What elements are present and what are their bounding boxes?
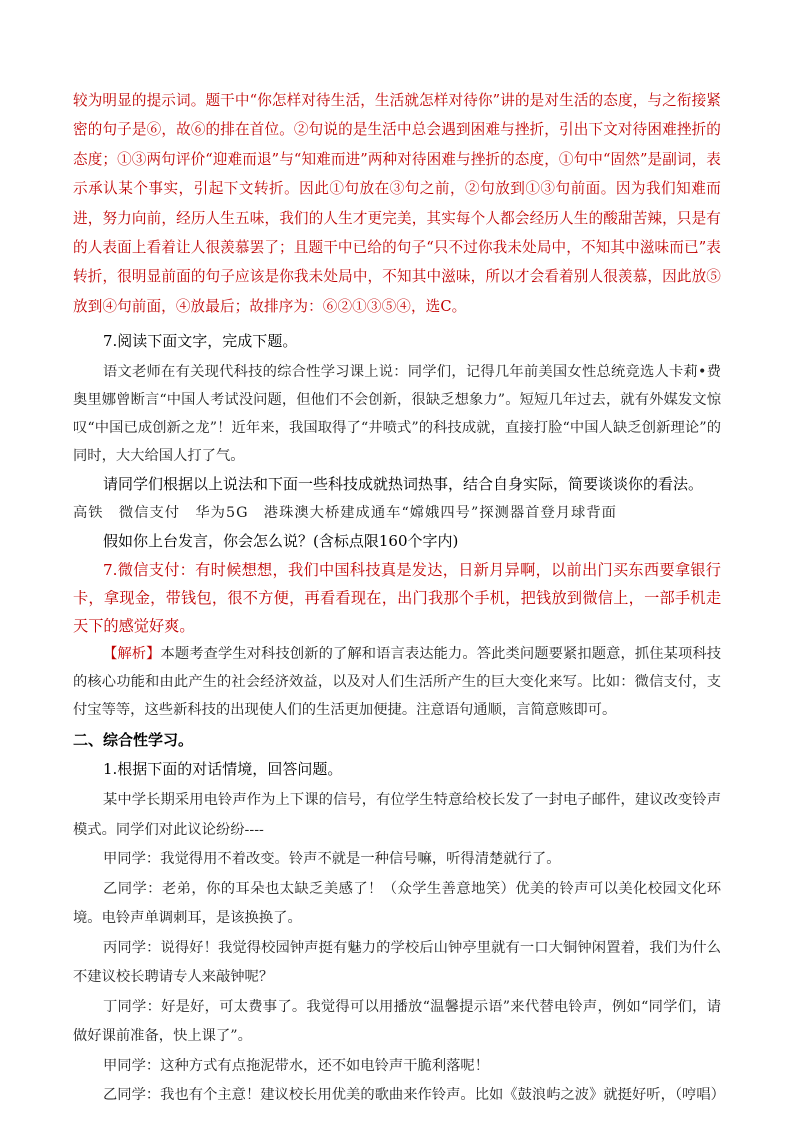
analysis-text: 本题考查学生对科技创新的了解和语言表达能力。答此类问题要紧扣题意，抓住某项科技的核心功能和由此产生的社会经济效益，以及对人们生活所产生的巨大变化来写。比如：微信支付，支付宝等等，这些新科技的出现使人们的生活更加便捷。注意语句通顺，言简意赅即可。 [73,646,722,719]
dialog-paragraph: 乙同学：老弟，你的耳朵也太缺乏美感了！（众学生善意地笑）优美的铃声可以美化校园文化环境。电铃声单调刺耳，是该换换了。 [73,880,721,927]
dialog-paragraph: 甲同学：我觉得用不着改变。铃声不就是一种信号嘛，听得清楚就行了。 [103,851,561,868]
dialog-block [73,786,725,1111]
previous-answer-explanation: 较为明显的提示词。题干中“你怎样对待生活，生活就怎样对待你”讲的是对生活的态度，与之衔接紧密的句子是⑥，故⑥的排在首位。②句说的是生活中总会遇到困难与挫折，引出下文对待困难挫折的态度；①③两句评价“迎难而退”与“知难而进”两种对待困难与挫折的态度，①句中“固然”是副词，表示承认某个事实，引起下文转折。因此①句放在③句之前，②句放到①③句前面。因为我们知难而进，努力向前，经历人生五味，我们的人生才更完美，其实每个人都会经历人生的酸甜苦辣，只是有的人表面上看着让人很羡慕罢了；且题干中已给的句子“只不过你我未处局中，不知其中滋味而已”表转折，很明显前面的句子应该是你我未处局中，不知其中滋味，所以才会看着别人很羡慕，因此放⑤放到④句前面，④放最后；故排序为：⑥②①③⑤④，选C。 [73,92,721,315]
question-7-passage: 语文老师在有关现代科技的综合性学习课上说：同学们，记得几年前美国女性总统竞选人卡莉•费奥里娜曾断言“中国人考试没问题，但他们不会创新，很缺乏想象力”。短短几年过去，就有外媒发文惊叹“中国已成创新之龙”！近年来，我国取得了“井喷式”的科技成就，直接打脸“中国人缺乏创新理论”的同时，大大给国人打了气。 [73,364,721,465]
question-7-answer: 7.微信支付：有时候想想，我们中国科技真是发达，日新月异啊，以前出门买东西要拿银行卡，拿现金，带钱包，很不方便，再看看现在，出门我那个手机，把钱放到微信上，一部手机走天下的感觉好爽。 [73,561,721,636]
dialog-paragraph: 某中学长期采用电铃声作为上下课的信号，有位学生特意给校长发了一封电子邮件，建议改变铃声模式。同学们对此议论纷纷---- [73,792,721,838]
section-2-question-1-prompt: 1.根据下面的对话情境，回答问题。 [103,760,343,779]
question-7-keywords: 高铁 微信支付 华为5G 港珠澳大桥建成通车“嫦娥四号”探测器首登月球背面 [73,505,617,522]
question-7-speech-prompt: 假如你上台发言，你会怎么说？(含标点限160个字内) [103,532,459,551]
question-7-prompt: 7.阅读下面文字，完成下题。 [103,332,298,351]
analysis-label: 【解析】 [103,646,161,663]
dialog-paragraph: 甲同学：这种方式有点拖泥带水，还不如电铃声干脆利落呢！ [103,1057,490,1074]
document-page [73,86,725,1111]
question-7-instruction: 请同学们根据以上说法和下面一些科技成就热词热事，结合自身实际，简要谈谈你的看法。 [103,475,704,494]
dialog-paragraph: 丙同学：说得好！我觉得校园钟声挺有魅力的学校后山钟亭里就有一口大铜钟闲置着，我们为什么不建议校长聘请专人来敲钟呢？ [73,939,721,986]
dialog-paragraph: 乙同学：我也有个主意！建议校长用优美的歌曲来作铃声。比如《鼓浪屿之波》就挺好听，（哼唱） [103,1087,725,1104]
question-7-analysis [73,640,721,724]
section-2-heading: 二、综合性学习。 [73,731,194,750]
dialog-paragraph: 丁同学：好是好，可太费事了。我觉得可以用播放“温馨提示语”来代替电铃声，例如“同学们，请做好课前准备，快上课了”。 [73,998,721,1045]
